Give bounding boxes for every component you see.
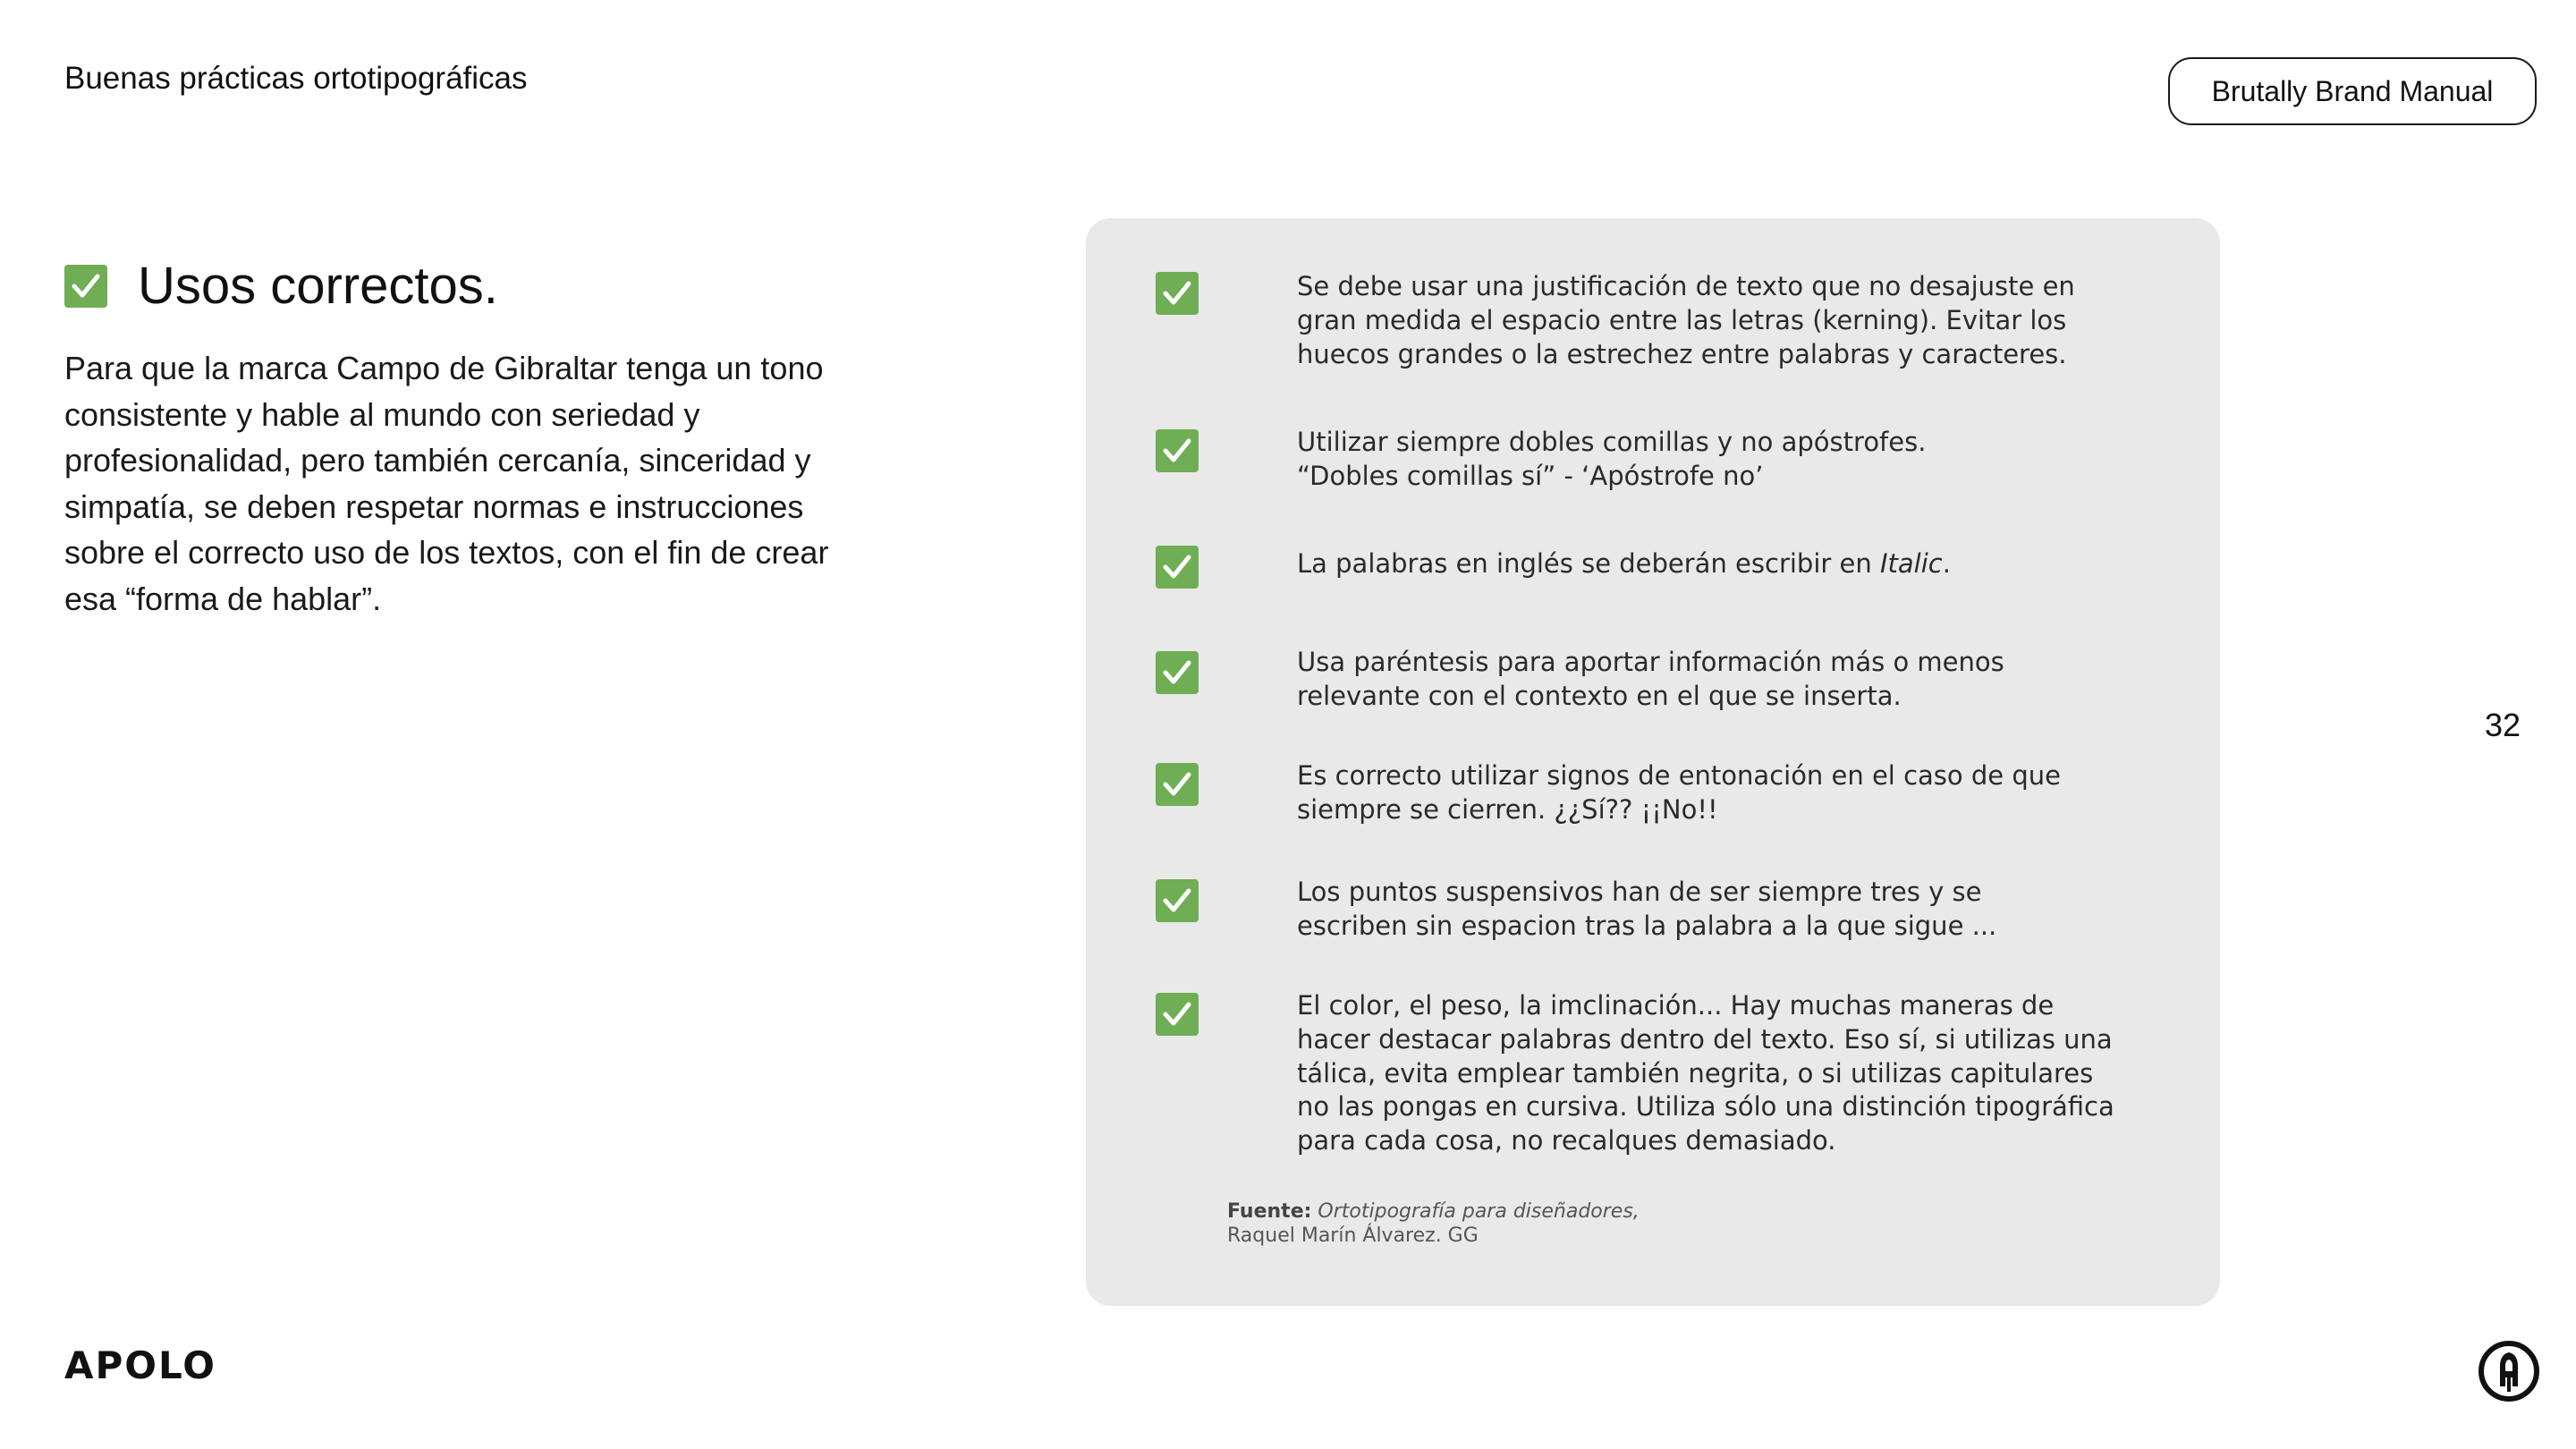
source-author: Raquel Marín Álvarez. GG <box>1227 1224 1479 1247</box>
checkbox-checked-icon <box>1156 879 1199 922</box>
checkbox-checked-icon <box>1156 429 1199 472</box>
brand-manual-button[interactable]: Brutally Brand Manual <box>2168 57 2537 125</box>
section-heading <box>64 256 498 316</box>
checkbox-checked-icon <box>1156 272 1199 315</box>
section-title: Usos correctos. <box>138 257 498 315</box>
checkbox-checked-icon <box>1156 651 1199 694</box>
rule-text: La palabras en inglés se deberán escribir en Italic. <box>1297 548 1951 579</box>
rules-panel <box>1086 218 2220 1306</box>
intro-paragraph: Para que la marca Campo de Gibraltar tenga un tono consistente y hable al mundo con seriedad y profesionalidad, pero también cercanía, sinceridad y simpatía, se deben respetar normas e instrucciones sobre el correcto uso de los textos, con el fin de crear esa “forma de hablar”. <box>64 350 829 617</box>
source-citation <box>1227 1199 1640 1248</box>
italic-example: Italic <box>1879 548 1943 579</box>
rule-text: Se debe usar una justificación de texto que no desajuste en gran medida el espacio entre las letras (kerning). Evitar los huecos grandes o la estrechez entre palabras y caracteres. <box>1297 271 2075 369</box>
rule-text: El color, el peso, la imclinación... Hay muchas maneras de hacer destacar palabras dentro del texto. Eso sí, si utilizas una tálica, evita emplear también negrita, o si utilizas capitulares no las pongas en cursiva. Utiliza sólo una distinción tipográfica para cada cosa, no recalques demasiado. <box>1297 990 2114 1157</box>
source-label: Fuente: <box>1227 1200 1312 1223</box>
checkbox-checked-icon <box>1156 993 1199 1036</box>
apolo-badge-icon <box>2478 1340 2540 1402</box>
checkbox-checked-icon <box>1156 763 1199 806</box>
checkbox-checked-icon <box>1156 546 1199 589</box>
page-number: 32 <box>2485 707 2521 743</box>
page-header-title: Buenas prácticas ortotipográficas <box>64 61 528 96</box>
rule-text: Los puntos suspensivos han de ser siempre tres y se escriben sin espacion tras la palabra a la que sigue ... <box>1297 877 1997 941</box>
source-title: Ortotipografía para diseñadores, <box>1318 1200 1640 1223</box>
checkbox-checked-icon <box>64 265 107 308</box>
rule-text: Es correcto utilizar signos de entonación en el caso de que siempre se cierren. ¿¿Sí?? ¡¡No!! <box>1297 760 2061 825</box>
rule-text: Usa paréntesis para aportar información más o menos relevante con el contexto en el que se inserta. <box>1297 647 2004 711</box>
rule-text: Utilizar siempre dobles comillas y no apóstrofes. “Dobles comillas sí” - ‘Apóstrofe no’ <box>1297 427 1927 491</box>
apolo-logo: APOLO <box>64 1343 216 1387</box>
